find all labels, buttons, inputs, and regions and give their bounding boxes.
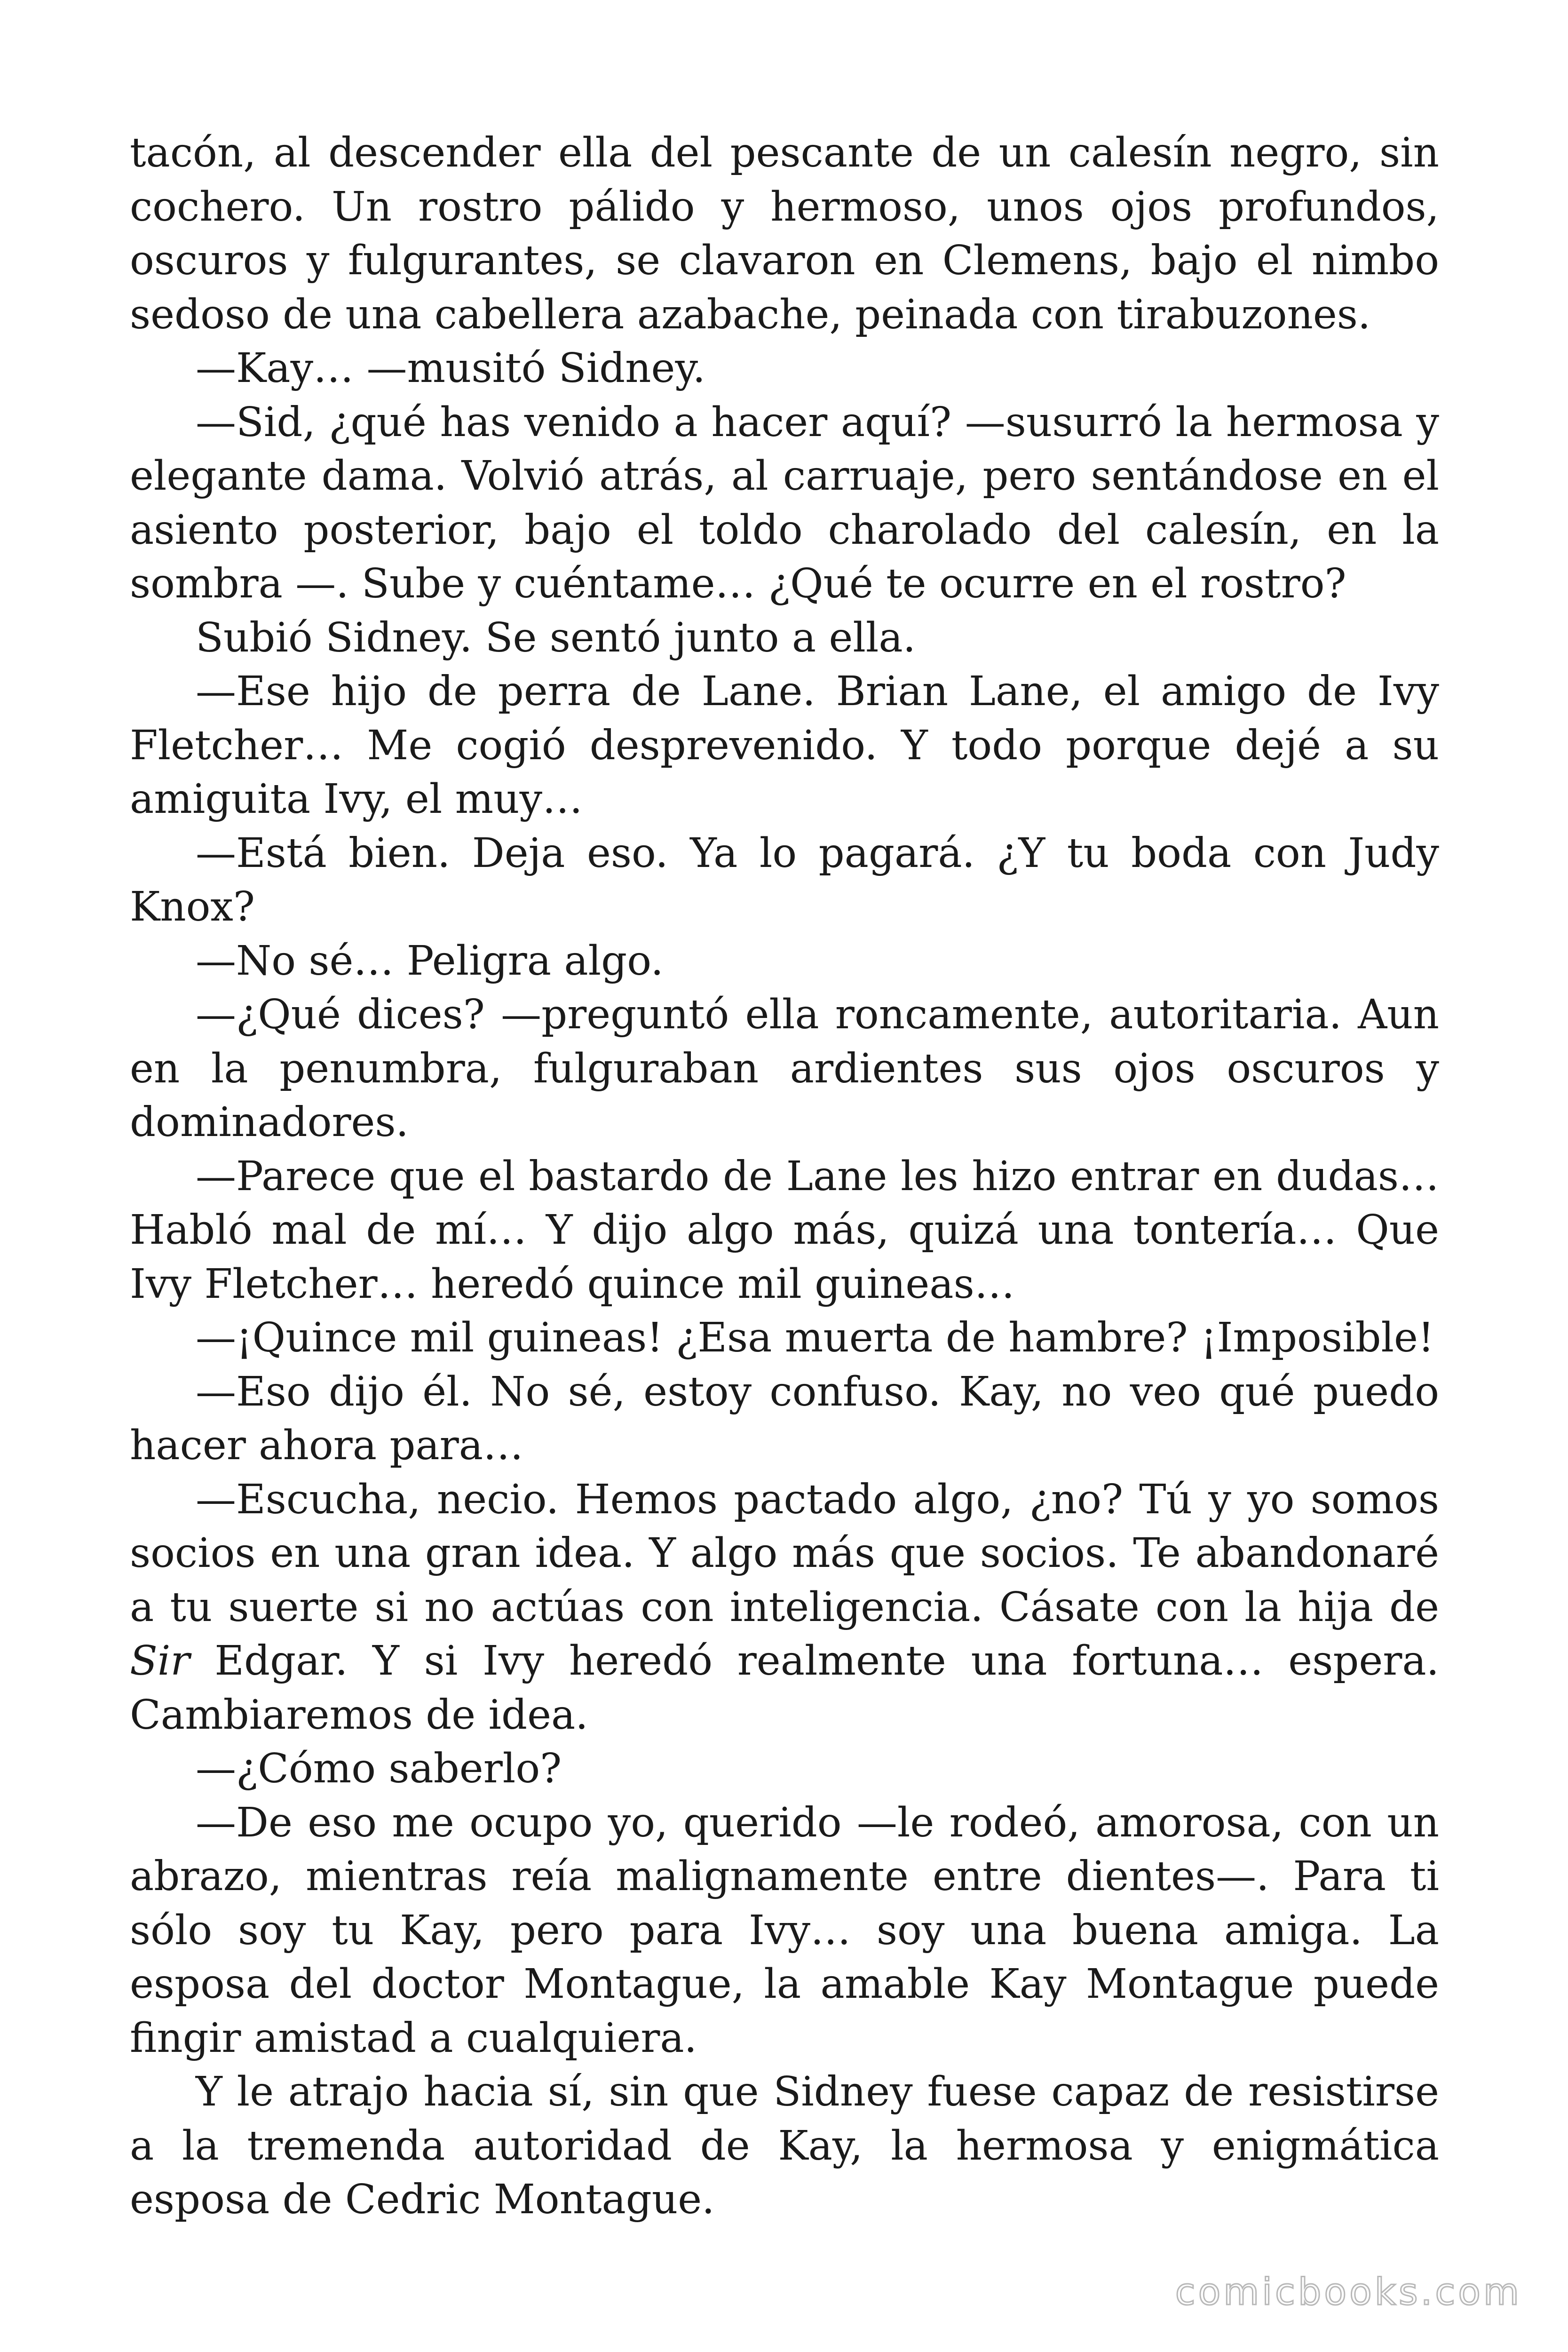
- watermark-text: comicbooks.com: [1175, 2271, 1522, 2313]
- text-run: —Ese hijo de perra de Lane. Brian Lane, el amigo de Ivy Fletcher… Me cogió desprevenido. Y todo porque dejé a su amiguita Ivy, el muy…: [130, 668, 1439, 823]
- paragraph: [130, 126, 1439, 342]
- paragraph: [130, 1742, 1439, 1796]
- text-run: —Está bien. Deja eso. Ya lo pagará. ¿Y tu boda con Judy Knox?: [130, 829, 1439, 930]
- paragraph: [130, 396, 1439, 611]
- text-run: —¡Quince mil guineas! ¿Esa muerta de hambre? ¡Imposible!: [196, 1314, 1434, 1361]
- text-run: —Parece que el bastardo de Lane les hizo entrar en dudas… Habló mal de mí… Y dijo algo más, quizá una tontería… Que Ivy Fletcher… heredó quince mil guineas…: [130, 1152, 1439, 1308]
- text-run: tacón, al descender ella del pescante de un calesín negro, sin cochero. Un rostro pálido y hermoso, unos ojos profundos, oscuros y fulgurantes, se clavaron en Clemens, bajo el nimbo sedoso de una cabellera azabache, peinada con tirabuzones.: [130, 129, 1439, 338]
- italic-text-run: Sir: [130, 1637, 190, 1685]
- text-run: —¿Cómo saberlo?: [196, 1745, 562, 1792]
- text-run: —Eso dijo él. No sé, estoy confuso. Kay, no veo qué puedo hacer ahora para…: [130, 1368, 1439, 1469]
- text-run: —De eso me ocupo yo, querido —le rodeó, amorosa, con un abrazo, mientras reía malignamente entre dientes—. Para ti sólo soy tu Kay, pero para Ivy… soy una buena amiga. La esposa del doctor Montague, la amable Kay Montague puede fingir amistad a cualquiera.: [130, 1799, 1439, 2062]
- text-run: —No sé… Peligra algo.: [196, 937, 664, 985]
- text-run: —Kay… —musitó Sidney.: [196, 345, 705, 392]
- paragraph: [130, 1796, 1439, 2066]
- paragraph: [130, 1365, 1439, 1473]
- paragraph: [130, 1150, 1439, 1311]
- paragraph: [130, 934, 1439, 988]
- paragraph: [130, 1473, 1439, 1742]
- text-run: —Sid, ¿qué has venido a hacer aquí? —susurró la hermosa y elegante dama. Volvió atrás, al carruaje, pero sentándose en el asiento posterior, bajo el toldo charolado del calesín, en la sombra —. Sube y cuéntame… ¿Qué te ocurre en el rostro?: [130, 398, 1439, 607]
- text-run: —Escucha, necio. Hemos pactado algo, ¿no? Tú y yo somos socios en una gran idea. Y algo más que socios. Te abandonaré a tu suerte si no actúas con inteligencia. Cásate con la hija de: [130, 1476, 1439, 1631]
- paragraph: [130, 2065, 1439, 2227]
- paragraph: [130, 1311, 1439, 1365]
- text-run: Subió Sidney. Se sentó junto a ella.: [196, 614, 916, 661]
- paragraph: [130, 665, 1439, 826]
- paragraph: [130, 342, 1439, 396]
- page-body-text: [130, 126, 1439, 2227]
- text-run: Y le atrajo hacia sí, sin que Sidney fuese capaz de resistirse a la tremenda autoridad de Kay, la hermosa y enigmática esposa de Cedric Montague.: [130, 2068, 1439, 2223]
- paragraph: [130, 611, 1439, 665]
- text-run: Edgar. Y si Ivy heredó realmente una fortuna… espera. Cambiaremos de idea.: [130, 1637, 1439, 1739]
- paragraph: [130, 988, 1439, 1150]
- paragraph: [130, 826, 1439, 934]
- text-run: —¿Qué dices? —preguntó ella roncamente, autoritaria. Aun en la penumbra, fulguraban ardientes sus ojos oscuros y dominadores.: [130, 991, 1439, 1146]
